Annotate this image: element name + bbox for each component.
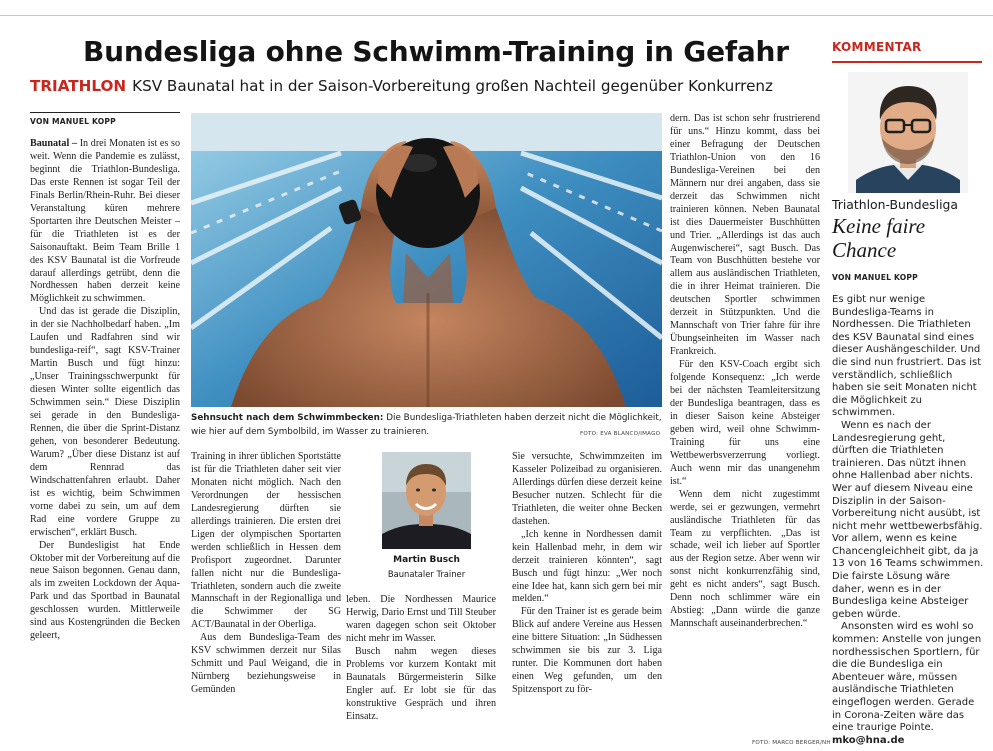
caption-text: Die Bundesliga-Triathleten haben derzeit nicht die Möglichkeit, wie hier auf dem Symbolbild, im Wasser zu trainieren. <box>191 413 662 437</box>
author-avatar <box>848 72 968 193</box>
paragraph: Für den Trainer ist es gerade beim Blick auf andere Vereine aus Hessen eine bittere Situation: „In Südhessen schwimmen sie bis zur 3. Liga runter. Die Kommunen dort haben einen Weg gefunden, um den Spitzensport zu för- <box>512 606 662 696</box>
article-column-1 <box>30 138 180 748</box>
paragraph: dern. Das ist schon sehr frustrierend für uns.“ Hinzu kommt, dass bei einer Befragung der Deutschen Triathlon-Union von den 16 Bundesliga-Vereinen bei den Männern nur drei angaben, dass sie derzeit das Schwimmen nicht trainieren können. Neben Baunatal ist dies Dauermeister Buschhütten und Trier. „Allerdings ist das auch Augenwischerei“, sagt Busch. Das Team von Buschhütten bestehe vor allem aus ausländischen Triathleten, die in ihrer Heimat trainieren. Die deutschen Sportler schwimmen derzeit in Stützpunkten. Und die Mannschaft von Trier fahre für ihre Übungseinheiten im Wasser nach Frankreich. <box>670 113 820 358</box>
trainer-portrait <box>382 452 471 549</box>
commentary-topic: Triathlon-Bundesliga <box>832 197 958 212</box>
swimmer-illustration <box>191 113 662 407</box>
paragraph: leben. Die Nordhessen Maurice Herwig, Dario Ernst und Till Steuber waren dagegen schon seit Oktober nicht mehr im Wasser. <box>346 594 496 644</box>
paragraph-text: In drei Monaten ist es so weit. Wenn die Pandemie es zulässt, beginnt die Triathlon-Bundesliga. Das erste Rennen ist sogar Teil der Finals Berlin/Rhein-Ruhr. Bei dieser Veranstaltung küren mehrere Sportarten ihre Deutschen Meister – für die Triathleten ist es der Saisonauftakt. Beim Team Brille 1 des KSV Baunatal ist die Vorfreude darauf allerdings getrübt, denn die Nordhessen haben derzeit keine Möglichkeit zu schwimmen. <box>30 138 180 305</box>
article-headline: Bundesliga ohne Schwimm-Training in Gefahr <box>83 35 789 68</box>
photo-credit: FOTO: EVA BLANCO/IMAGO <box>580 431 661 437</box>
top-divider <box>0 15 993 16</box>
dateline: Baunatal – <box>30 138 77 149</box>
byline-rule <box>30 112 180 113</box>
paragraph <box>832 621 984 747</box>
subheadline-text: KSV Baunatal hat in der Saison-Vorbereitung großen Nachteil gegenüber Konkurrenz <box>132 77 774 95</box>
kicker-label: TRIATHLON <box>30 77 127 95</box>
paragraph <box>30 138 180 306</box>
paragraph: Aus dem Bundesliga-Team des KSV schwimmen derzeit nur Silas Schmitt und Paul Weigand, die in Nürnberg beziehungsweise in Gemünden <box>191 632 341 696</box>
article-column-3 <box>346 594 496 749</box>
paragraph-text: Ansonsten wird es wohl so kommen: Anstelle von jungen nordhessischen Sportlern, für die die Bundesliga ein Abenteuer wäre, müssen ausländische Triathleten eingeflogen werden. Gerade in Corona-Zeiten wäre das eine traurige Pointe. <box>832 621 982 734</box>
article-subheadline <box>30 77 773 95</box>
paragraph: Für den KSV-Coach ergibt sich folgende Konsequenz: „Ich werde bei der nächsten Teamleitersitzung der Bundesliga beantragen, dass es in dieser Saison keine Absteiger geben wird, weil ohne Schwimm-Training für uns eine Wettbewerbsverzerrung vorliegt. Auch wenn mir das unangenehm ist.“ <box>670 359 820 487</box>
paragraph: Busch nahm wegen dieses Problems vor kurzem Kontakt mit Baunatals Bürgermeisterin Silke Engler auf. Er lobt sie für das konstruktive Gespräch und ihren Einsatz. <box>346 645 496 722</box>
paragraph: Der Bundesligist hat Ende Oktober mit der Vorbereitung auf die neue Saison begonnen. Genau dann, als im zweiten Lockdown der Aqua-Park und das Sportbad in Baunatal geschlossen wurden. Mittlerweile sind aus Kostengründen die Becken geleert, <box>30 539 180 642</box>
article-column-4 <box>512 451 662 749</box>
commentary-body <box>832 294 984 746</box>
paragraph: Training in ihrer üblichen Sportstätte ist für die Triathleten daher seit vier Monaten nicht möglich. Nach den Verordnungen der hessischen Landesregierung dürften sie allerdings trainieren. Die ersten drei Ligen der olympischen Sportarten werden schließlich in Hessen dem Profisport zugeordnet. Darunter fallen nicht nur die Bundesliga-Triathleten, sondern auch die zweite Mannschaft in der Regionalliga und die Schwimmer der SG ACT/Baunatal in der Oberliga. <box>191 451 341 631</box>
paragraph: „Ich kenne in Nordhessen damit kein Hallenbad mehr, in dem wir derzeit trainieren könnten“, sagt Busch und fügt hinzu: „Wer noch eine Idee hat, kann sich gern bei mir melden.“ <box>512 528 662 605</box>
portrait-credit: FOTO: MARCO BERGER/NH <box>752 740 831 746</box>
author-email: mko@hna.de <box>832 734 905 746</box>
article-column-5 <box>670 113 820 737</box>
paragraph: Sie versuchte, Schwimmzeiten im Kasseler Polizeibad zu organisieren. Allerdings dürfen diese derzeit keine Besucher nutzen. Schlecht für die Triathleten, die weiter ohne Becken dastehen. <box>512 451 662 527</box>
commentary-title: Keine faire Chance <box>832 214 926 262</box>
paragraph: Und das ist gerade die Disziplin, in der sie Nachholbedarf haben. „Im Laufen und Radfahren sind wir bundesliga-reif“, sagt KSV-Trainer Martin Busch und fügt hinzu: „Unser Trainingsschwerpunkt für diesen Winter sollte eigentlich das Schwimmen sein.“ Diese Disziplin sei gerade in den Bundesliga-Rennen, die über die Sprint-Distanz gehen, von besonderer Bedeutung. Warum? „Über diese Distanz ist auf dem Rennrad das Windschattenfahren erlaubt. Daher ist es wichtig, beim Schwimmen vorne dabei zu sein, um auf dem Rad eine vordere Gruppe zu erwischen“, erklärt Busch. <box>30 306 180 538</box>
commentary-rule <box>832 61 982 63</box>
commentary-byline: VON MANUEL KOPP <box>832 273 918 282</box>
paragraph: Wenn dem nicht zugestimmt werde, sei er gezwungen, vermehrt ausländische Triathleten für das Team zu verpflichten. „Das ist schade, weil ich lieber auf Sportler aus der Region setze. Aber wenn wir sonst nicht konkurrenzfähig sind, geht es nicht anders“, sagt Busch. Denn noch schlimmer wäre ein Abstieg: „Dann würde die ganze Mannschaft auseinanderbrechen.“ <box>670 488 820 630</box>
author-portrait <box>848 72 968 193</box>
paragraph: Wenn es nach der Landesregierung geht, dürften die Triathleten trainieren. Das nützt ihnen ohne Hallenbad aber nichts. Wer auf diesem Niveau eine Disziplin in der Saison-Vorbereitung nicht ausübt, ist nicht mehr wettbewerbsfähig. Vor allem, wenn es keine Chancengleichheit gibt, da ja 13 von 16 Teams schwimmen. Die fairste Lösung wäre daher, wenn es in der Bundesliga keine Absteiger geben würde. <box>832 419 984 620</box>
swimmer-photo <box>191 113 662 407</box>
commentary-label: KOMMENTAR <box>832 40 922 54</box>
portrait-role: Baunataler Trainer <box>387 569 466 579</box>
article-column-2 <box>191 451 341 749</box>
caption-lead: Sehnsucht nach dem Schwimmbecken: <box>191 413 384 423</box>
article-byline: VON MANUEL KOPP <box>30 117 116 126</box>
portrait-name: Martin Busch <box>393 555 460 565</box>
trainer-avatar <box>382 452 471 549</box>
paragraph: Es gibt nur wenige Bundesliga-Teams in Nordhessen. Die Triathleten des KSV Baunatal sind eines dieser Aushängeschilder. Und die sind nun frustriert. Das ist verständlich, schließlich haben sie seit Monaten nicht die Möglichkeit zu schwimmen. <box>832 294 982 419</box>
